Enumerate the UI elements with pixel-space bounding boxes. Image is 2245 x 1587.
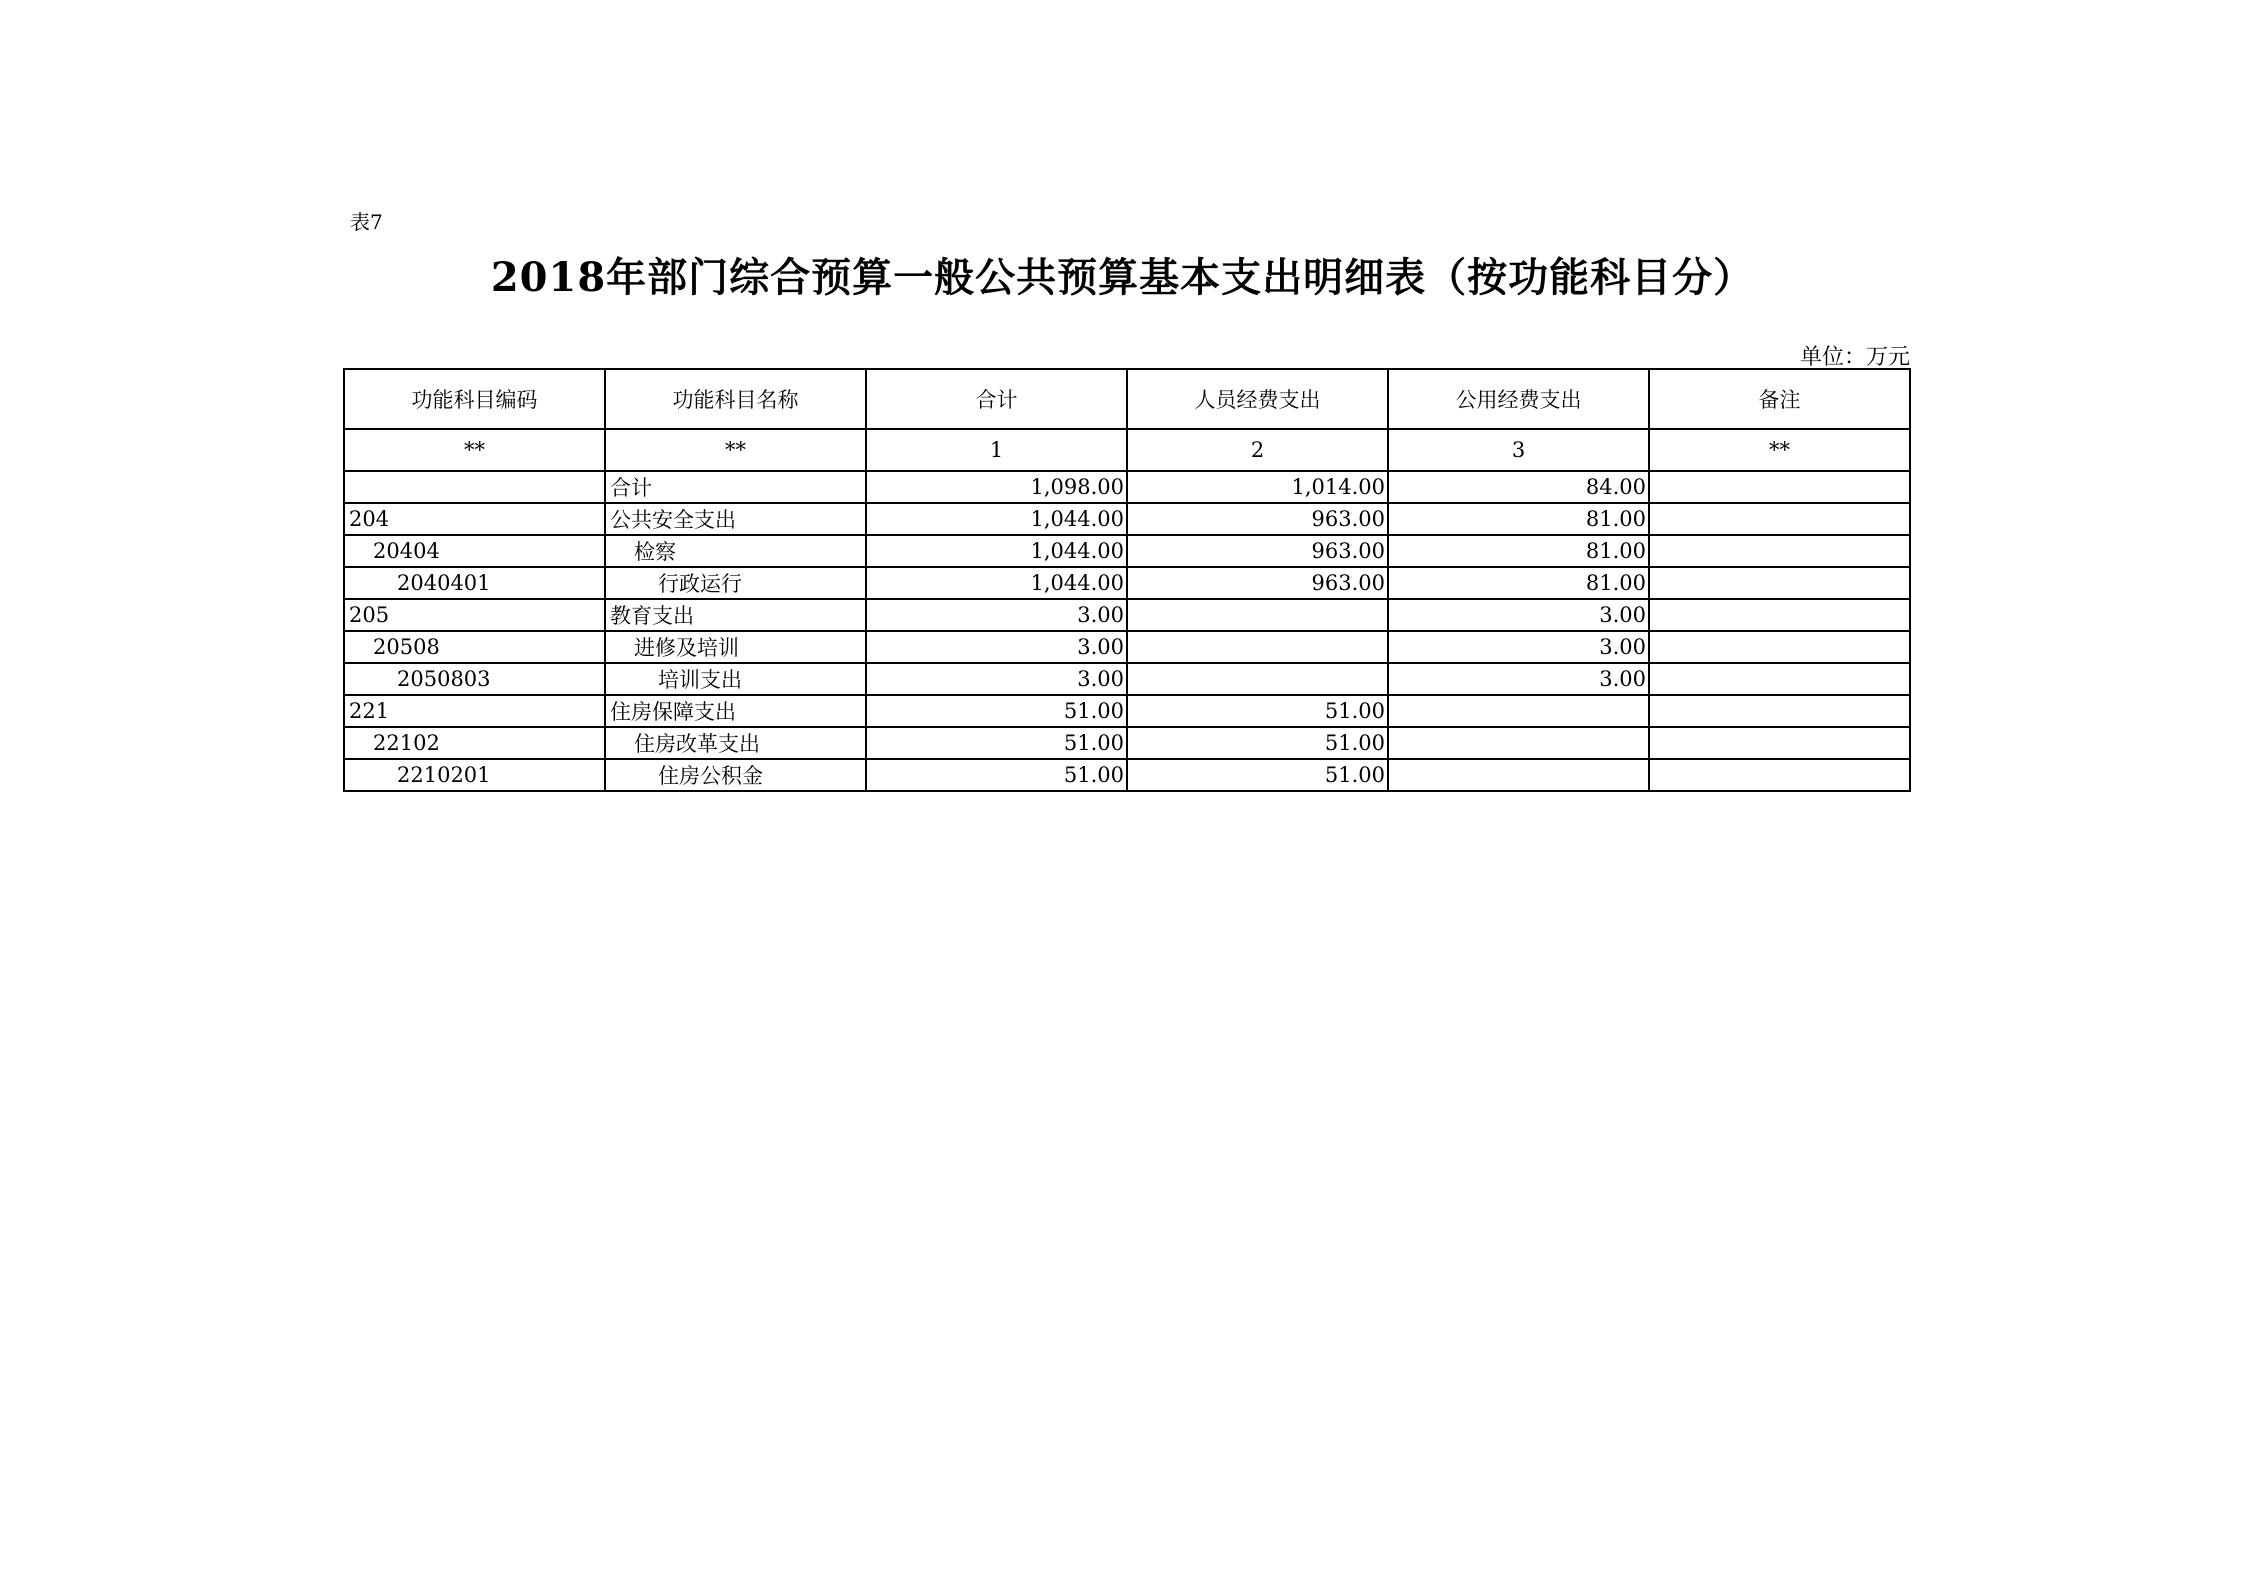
index-row [344,429,1910,471]
name-cell: 公共安全支出 [605,503,866,535]
code-cell [344,471,605,503]
personnel-cell: 51.00 [1127,759,1388,791]
name-cell: 培训支出 [605,663,866,695]
code-cell: 221 [344,695,605,727]
personnel-cell: 51.00 [1127,695,1388,727]
page-title: 2018年部门综合预算一般公共预算基本支出明细表（按功能科目分） [490,254,1755,301]
index-cell: 3 [1388,429,1649,471]
personnel-cell: 963.00 [1127,567,1388,599]
public-cell [1388,759,1649,791]
name-cell: 住房保障支出 [605,695,866,727]
public-cell: 3.00 [1388,663,1649,695]
header-total: 合计 [866,369,1127,429]
code-cell: 20404 [344,535,605,567]
name-cell: 检察 [605,535,866,567]
header-note: 备注 [1649,369,1910,429]
personnel-cell: 51.00 [1127,727,1388,759]
total-cell: 1,098.00 [866,471,1127,503]
unit-label: 单位：万元 [1799,345,1910,370]
total-cell: 51.00 [866,759,1127,791]
table-row [344,695,1910,727]
personnel-cell [1127,631,1388,663]
index-cell: 2 [1127,429,1388,471]
note-cell [1649,663,1910,695]
note-cell [1649,535,1910,567]
code-cell: 2210201 [344,759,605,791]
personnel-cell: 963.00 [1127,503,1388,535]
name-cell: 合计 [605,471,866,503]
table-row [344,535,1910,567]
code-cell: 205 [344,599,605,631]
name-cell: 住房改革支出 [605,727,866,759]
total-cell: 1,044.00 [866,535,1127,567]
header-personnel: 人员经费支出 [1127,369,1388,429]
note-cell [1649,727,1910,759]
table-row [344,663,1910,695]
name-cell: 住房公积金 [605,759,866,791]
note-cell [1649,503,1910,535]
header-row [344,369,1910,429]
public-cell: 81.00 [1388,503,1649,535]
table-row [344,503,1910,535]
index-cell: ** [605,429,866,471]
code-cell: 2050803 [344,663,605,695]
note-cell [1649,599,1910,631]
table-row [344,631,1910,663]
name-cell: 教育支出 [605,599,866,631]
personnel-cell: 1,014.00 [1127,471,1388,503]
code-cell: 2040401 [344,567,605,599]
table-number: 表7 [350,210,383,234]
code-cell: 22102 [344,727,605,759]
note-cell [1649,759,1910,791]
personnel-cell: 963.00 [1127,535,1388,567]
public-cell: 81.00 [1388,535,1649,567]
total-cell: 51.00 [866,727,1127,759]
note-cell [1649,567,1910,599]
note-cell [1649,695,1910,727]
total-cell: 3.00 [866,663,1127,695]
table-row [344,727,1910,759]
header-public: 公用经费支出 [1388,369,1649,429]
table-row [344,471,1910,503]
budget-table [343,368,1911,792]
table-row [344,567,1910,599]
table-row [344,599,1910,631]
public-cell: 3.00 [1388,631,1649,663]
public-cell: 81.00 [1388,567,1649,599]
index-cell: ** [344,429,605,471]
header-name: 功能科目名称 [605,369,866,429]
index-cell: ** [1649,429,1910,471]
personnel-cell [1127,599,1388,631]
total-cell: 1,044.00 [866,503,1127,535]
personnel-cell [1127,663,1388,695]
note-cell [1649,631,1910,663]
public-cell: 3.00 [1388,599,1649,631]
public-cell [1388,727,1649,759]
code-cell: 204 [344,503,605,535]
total-cell: 3.00 [866,631,1127,663]
total-cell: 51.00 [866,695,1127,727]
total-cell: 1,044.00 [866,567,1127,599]
total-cell: 3.00 [866,599,1127,631]
name-cell: 行政运行 [605,567,866,599]
public-cell [1388,695,1649,727]
public-cell: 84.00 [1388,471,1649,503]
note-cell [1649,471,1910,503]
table-row [344,759,1910,791]
index-cell: 1 [866,429,1127,471]
code-cell: 20508 [344,631,605,663]
header-code: 功能科目编码 [344,369,605,429]
name-cell: 进修及培训 [605,631,866,663]
